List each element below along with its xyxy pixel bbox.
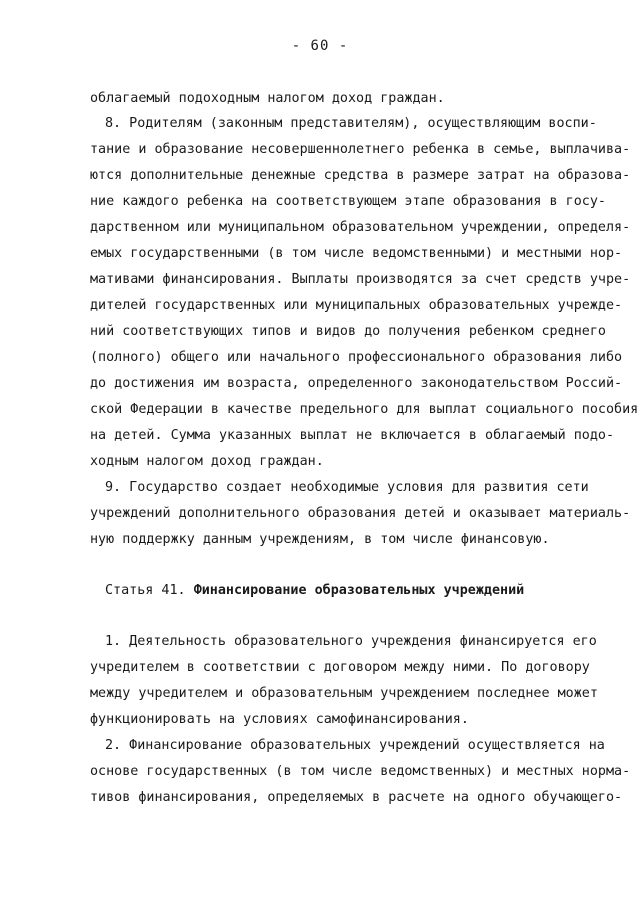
text-line: между учредителем и образовательным учреждением последнее может — [90, 686, 598, 701]
text-line: 8. Родителям (законным представителям), осуществляющим воспи- — [105, 116, 597, 131]
article-label: Статья 41. — [105, 583, 186, 598]
text-line: учредителем в соответствии с договором между ними. По договору — [90, 660, 590, 675]
text-line: основе государственных (в том числе ведомственных) и местных норма- — [90, 764, 631, 779]
text-line: мативами финансирования. Выплаты производятся за счет средств учре- — [90, 272, 631, 287]
text-line: ную поддержку данным учреждениям, в том числе финансовую. — [90, 532, 550, 547]
text-line: 2. Финансирование образовательных учреждений осуществляется на — [105, 738, 605, 753]
text-line: на детей. Сумма указанных выплат не включается в облагаемый подо- — [90, 428, 615, 443]
text-line: ются дополнительные денежные средства в размере затрат на образова- — [90, 168, 631, 183]
text-line: ний соответствующих типов и видов до получения ребенком среднего — [90, 324, 606, 339]
text-line: тание и образование несовершеннолетнего ребенка в семье, выплачива- — [90, 142, 631, 157]
text-line: ние каждого ребенка на соответствующем этапе образования в госу- — [90, 194, 606, 209]
text-line: ской Федерации в качестве предельного для выплат социального пособия — [90, 402, 639, 417]
text-line: учреждений дополнительного образования детей и оказывает материаль- — [90, 506, 631, 521]
text-line: тивов финансирования, определяемых в расчете на одного обучающего- — [90, 790, 623, 805]
text-line: облагаемый подоходным налогом доход граждан. — [90, 91, 445, 106]
article-title: Финансирование образовательных учреждений — [193, 583, 525, 598]
text-line: функционировать на условиях самофинансирования. — [90, 712, 469, 727]
text-line: до достижения им возраста, определенного законодательством Россий- — [90, 376, 623, 391]
text-line: (полного) общего или начального профессионального образования либо — [90, 350, 623, 365]
text-line: дителей государственных или муниципальных образовательных учрежде- — [90, 298, 623, 313]
text-line: емых государственными (в том числе ведомственными) и местными нор- — [90, 246, 623, 261]
text-line: дарственном или муниципальном образовательном учреждении, определя- — [90, 220, 631, 235]
text-line: ходным налогом доход граждан. — [90, 454, 324, 469]
page-number: - 60 - — [291, 38, 349, 54]
text-line: 9. Государство создает необходимые условия для развития сети — [105, 480, 589, 495]
article-heading — [105, 582, 524, 600]
text-line: 1. Деятельность образовательного учреждения финансируется его — [105, 634, 597, 649]
